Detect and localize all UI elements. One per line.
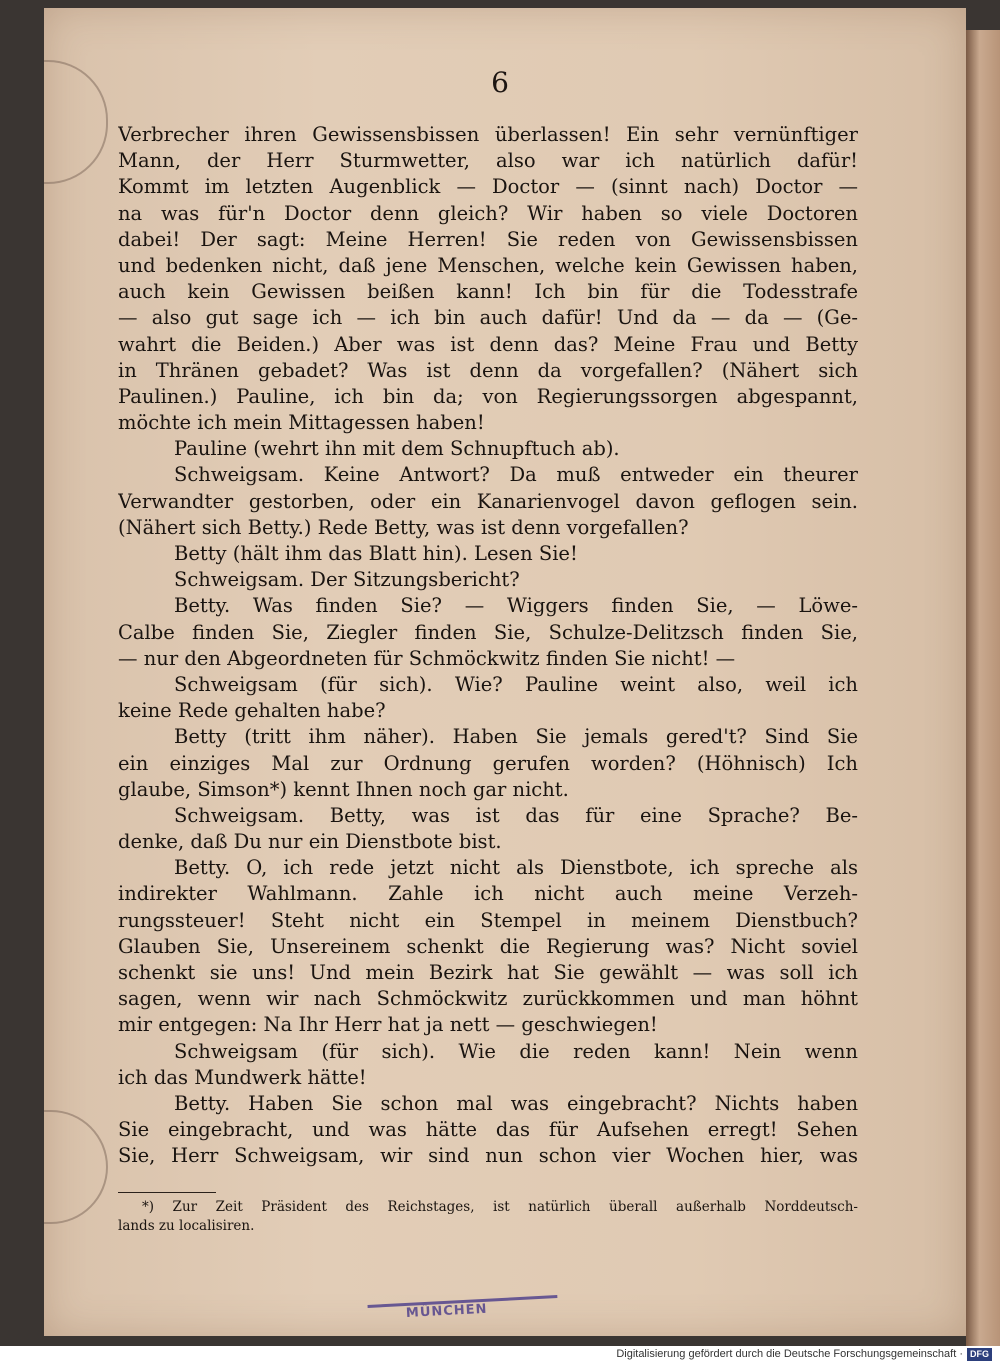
text-line: denke, daß Du nur ein Dienstbote bist. (118, 830, 502, 854)
text-line: Betty. Haben Sie schon mal was eingebracht? Nichts haben (174, 1091, 858, 1115)
next-page-edge (966, 30, 1000, 1346)
footnote-line: *) Zur Zeit Präsident des Reichstages, ist natürlich überall außerhalb Norddeutsch- (142, 1199, 858, 1215)
text-line: Betty. O, ich rede jetzt nicht als Dienstbote, ich spreche als (174, 856, 858, 880)
text-line: keine Rede gehalten habe? (118, 699, 386, 723)
text-line: dabei! Der sagt: Meine Herren! Sie reden von Gewissensbissen (118, 227, 858, 251)
text-line: Verwandter gestorben, oder ein Kanarienvogel davon geflogen sein. (118, 489, 858, 513)
text-line: Schweigsam (für sich). Wie? Pauline weint also, weil ich (174, 672, 858, 696)
text-line: schenkt sie uns! Und mein Bezirk hat Sie gewählt — was soll ich (118, 961, 858, 984)
credit-text: Digitalisierung gefördert durch die Deutsche Forschungsgemeinschaft · (616, 1348, 963, 1360)
text-line: Schweigsam (für sich). Wie die reden kann! Nein wenn (174, 1039, 858, 1063)
text-line: Betty (tritt ihm näher). Haben Sie jemals gered't? Sind Sie (174, 725, 858, 749)
text-line: Sie, Herr Schweigsam, wir sind nun schon vier Wochen hier, was (118, 1144, 858, 1168)
text-line: in Thränen gebadet? Was ist denn da vorgefallen? (Nähert sich (118, 358, 858, 382)
text-line: Paulinen.) Pauline, ich bin da; von Regierungssorgen abgespannt, (118, 384, 858, 408)
dfg-logo: DFG (967, 1348, 992, 1361)
text-line: Verbrecher ihren Gewissensbissen überlassen! Ein sehr vernünftiger (118, 123, 858, 146)
text-line: indirekter Wahlmann. Zahle ich nicht auch meine Verzeh- (118, 882, 858, 906)
footnote-rule (118, 1192, 216, 1193)
text-line: Glauben Sie, Unsereinem schenkt die Regierung was? Nicht soviel (118, 934, 858, 958)
digitization-credit (616, 1347, 992, 1362)
text-line: Sie eingebracht, und was hätte das für Aufsehen erregt! Sehen (118, 1118, 858, 1142)
text-line: Betty (hält ihm das Blatt hin). Lesen Sie! (174, 542, 578, 565)
library-stamp: MÜNCHEN (368, 1295, 559, 1329)
body-text (118, 122, 858, 1170)
footnote (118, 1198, 858, 1236)
text-line: — nur den Abgeordneten für Schmöckwitz finden Sie nicht! — (118, 646, 736, 670)
text-line: Mann, der Herr Sturmwetter, also war ich natürlich dafür! (118, 149, 858, 173)
text-line: auch kein Gewissen beißen kann! Ich bin für die Todesstrafe (118, 280, 858, 304)
text-line: (Nähert sich Betty.) Rede Betty, was ist denn vorgefallen? (118, 515, 689, 539)
text-line: wahrt die Beiden.) Aber was ist denn das? Meine Frau und Betty (118, 332, 858, 356)
text-line: und bedenken nicht, daß jene Menschen, welche kein Gewissen haben, (118, 253, 858, 277)
text-line: rungssteuer! Steht nicht ein Stempel in meinem Dienstbuch? (118, 908, 858, 932)
text-line: sagen, wenn wir nach Schmöckwitz zurückkommen und man höhnt (118, 987, 858, 1011)
text-line: Schweigsam. Betty, was ist das für eine Sprache? Be- (174, 803, 858, 827)
text-line: ein einziges Mal zur Ordnung gerufen worden? (Höhnisch) Ich (118, 751, 858, 775)
text-line: — also gut sage ich — ich bin auch dafür! Und da — da — (Ge- (118, 306, 858, 330)
text-line: Betty. Was finden Sie? — Wiggers finden Sie, — Löwe- (174, 594, 858, 618)
text-line: möchte ich mein Mittagessen haben! (118, 411, 485, 435)
text-line: glaube, Simson*) kennt Ihnen noch gar nicht. (118, 777, 569, 801)
text-line: na was für'n Doctor denn gleich? Wir haben so viele Doctoren (118, 201, 858, 225)
text-line: Calbe finden Sie, Ziegler finden Sie, Schulze-Delitzsch finden Sie, (118, 620, 858, 644)
footnote-line: lands zu localisiren. (118, 1218, 255, 1234)
text-line: Pauline (wehrt ihn mit dem Schnupftuch ab). (174, 437, 620, 461)
text-line: Schweigsam. Keine Antwort? Da muß entweder ein theurer (174, 463, 858, 487)
text-line: mir entgegen: Na Ihr Herr hat ja nett — geschwiegen! (118, 1013, 658, 1037)
page-number: 6 (491, 66, 509, 99)
text-line: Schweigsam. Der Sitzungsbericht? (174, 568, 520, 592)
text-line: ich das Mundwerk hätte! (118, 1065, 367, 1089)
text-line: Kommt im letzten Augenblick — Doctor — (sinnt nach) Doctor — (118, 175, 858, 199)
